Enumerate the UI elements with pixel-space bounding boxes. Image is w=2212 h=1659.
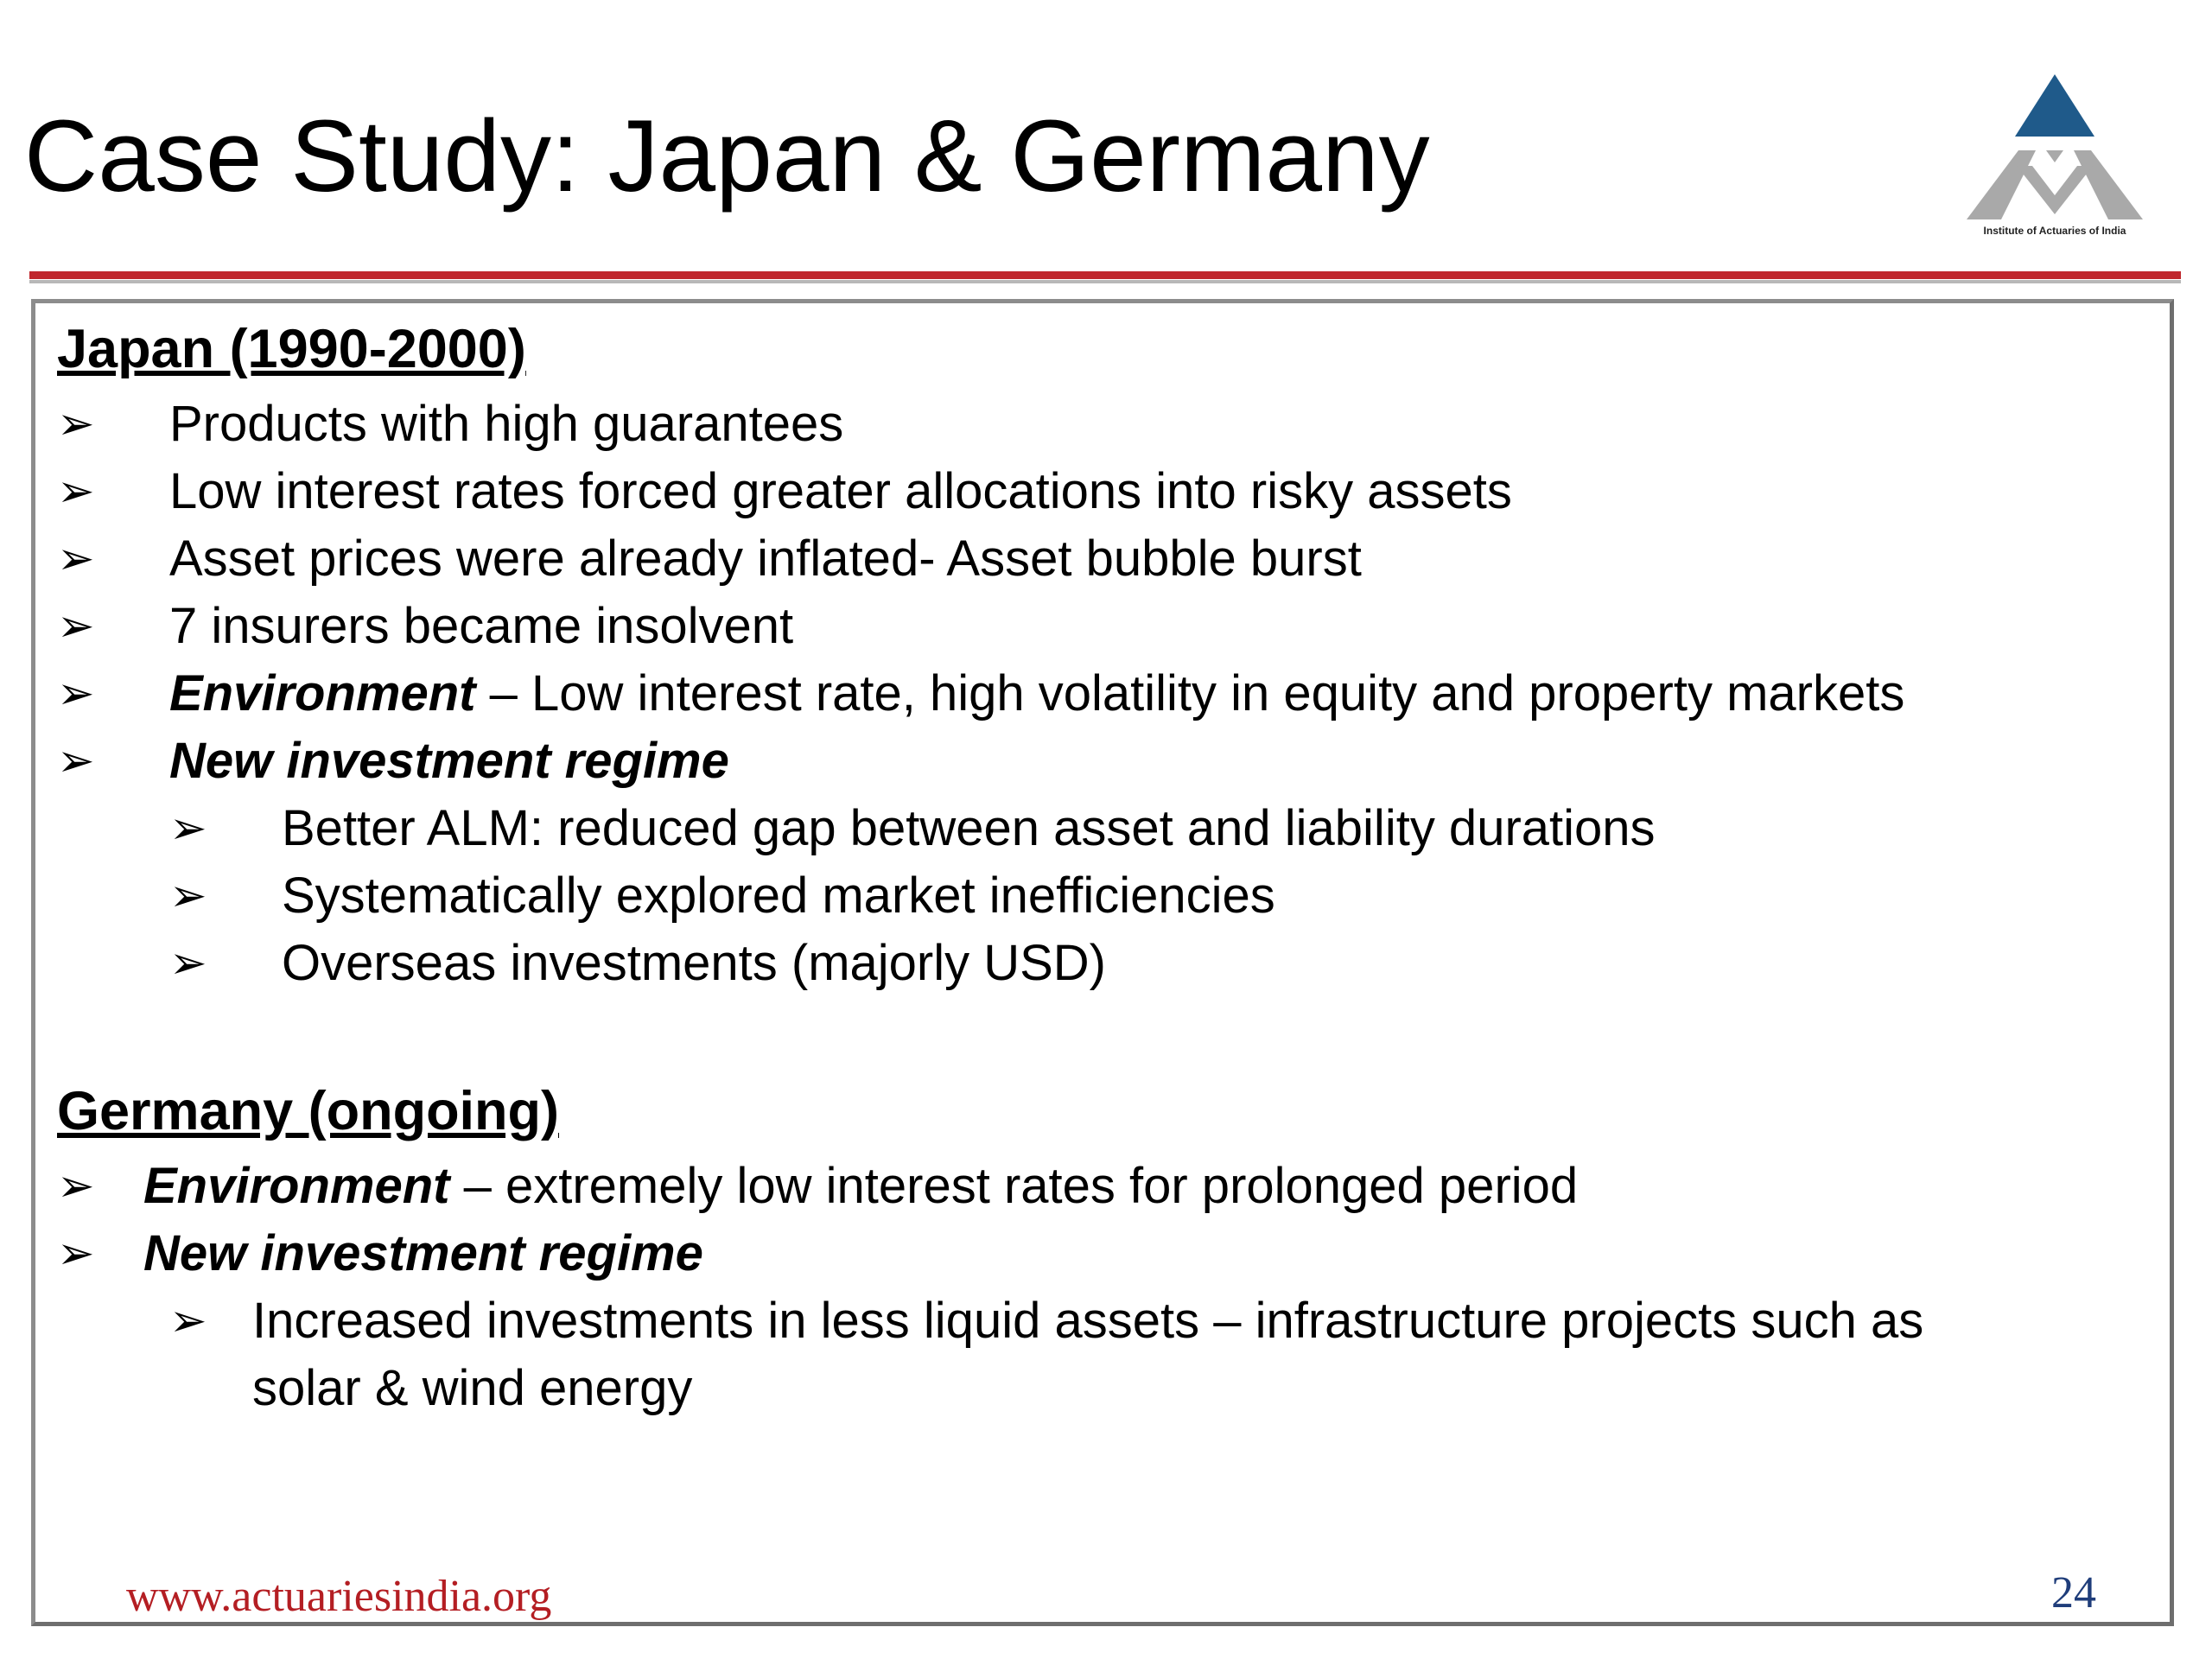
arrow-bullet-icon: ➢ [169,804,207,854]
bullet-text-line-1: Increased investments in less liquid assets – infrastructure projects such as [252,1293,1924,1349]
bullet-text: Low interest rates forced greater allocations into risky assets [169,463,1512,519]
arrow-bullet-icon: ➢ [169,1296,207,1346]
logo-emblem-icon [1963,71,2146,223]
environment-label: Environment [169,665,476,721]
arrow-bullet-icon: ➢ [57,736,95,786]
list-item-regime [57,1220,2148,1287]
arrow-bullet-icon: ➢ [57,399,95,449]
arrow-bullet-icon: ➢ [57,601,95,652]
bullet-text: Systematically explored market inefficiencies [282,868,1275,924]
bullet-text: Overseas investments (majorly USD) [282,935,1106,991]
slide-title: Case Study: Japan & Germany [24,99,1430,213]
arrow-bullet-icon: ➢ [169,871,207,921]
sub-list-item [57,862,2148,930]
environment-text: – extremely low interest rates for prolonged period [449,1158,1579,1214]
bullet-text: Better ALM: reduced gap between asset and liability durations [282,800,1656,856]
section-spacer [57,997,2148,1080]
arrow-bullet-icon: ➢ [57,1161,95,1211]
germany-heading: Germany (ongoing) [57,1081,559,1141]
arrow-bullet-icon: ➢ [57,467,95,517]
environment-label: Environment [143,1158,450,1214]
title-divider-red [29,271,2181,279]
list-item [57,593,2148,660]
regime-label: New investment regime [143,1225,703,1281]
page-number: 24 [2051,1568,2096,1618]
bullet-text [169,660,1904,728]
list-item [57,458,2148,525]
sub-list-item [57,795,2148,862]
regime-label: New investment regime [169,733,729,789]
list-item [57,525,2148,593]
list-item-environment [57,1153,2148,1220]
logo-caption: Institute of Actuaries of India [1983,225,2126,237]
arrow-bullet-icon: ➢ [57,669,95,719]
title-divider-gray [29,280,2181,283]
arrow-bullet-icon: ➢ [57,534,95,584]
list-item [57,391,2148,458]
institute-logo [1951,71,2158,244]
list-item-regime [57,728,2148,795]
bullet-text [252,1287,1923,1422]
bullet-text: Asset prices were already inflated- Asset bubble burst [169,531,1362,587]
footer-website-link[interactable]: www.actuariesindia.org [126,1572,552,1621]
arrow-bullet-icon: ➢ [169,938,207,988]
sub-list-item [57,1287,2148,1422]
bullet-text: Products with high guarantees [169,396,844,452]
bullet-text: 7 insurers became insolvent [169,598,794,654]
slide-body [57,318,2148,1422]
environment-text: – Low interest rate, high volatility in equity and property markets [475,665,1905,721]
japan-heading: Japan (1990-2000) [57,319,526,379]
list-item-environment [57,660,2148,728]
bullet-text-line-2: solar & wind energy [252,1360,693,1416]
bullet-text [143,1153,1578,1220]
arrow-bullet-icon: ➢ [57,1229,95,1279]
sub-list-item [57,930,2148,997]
